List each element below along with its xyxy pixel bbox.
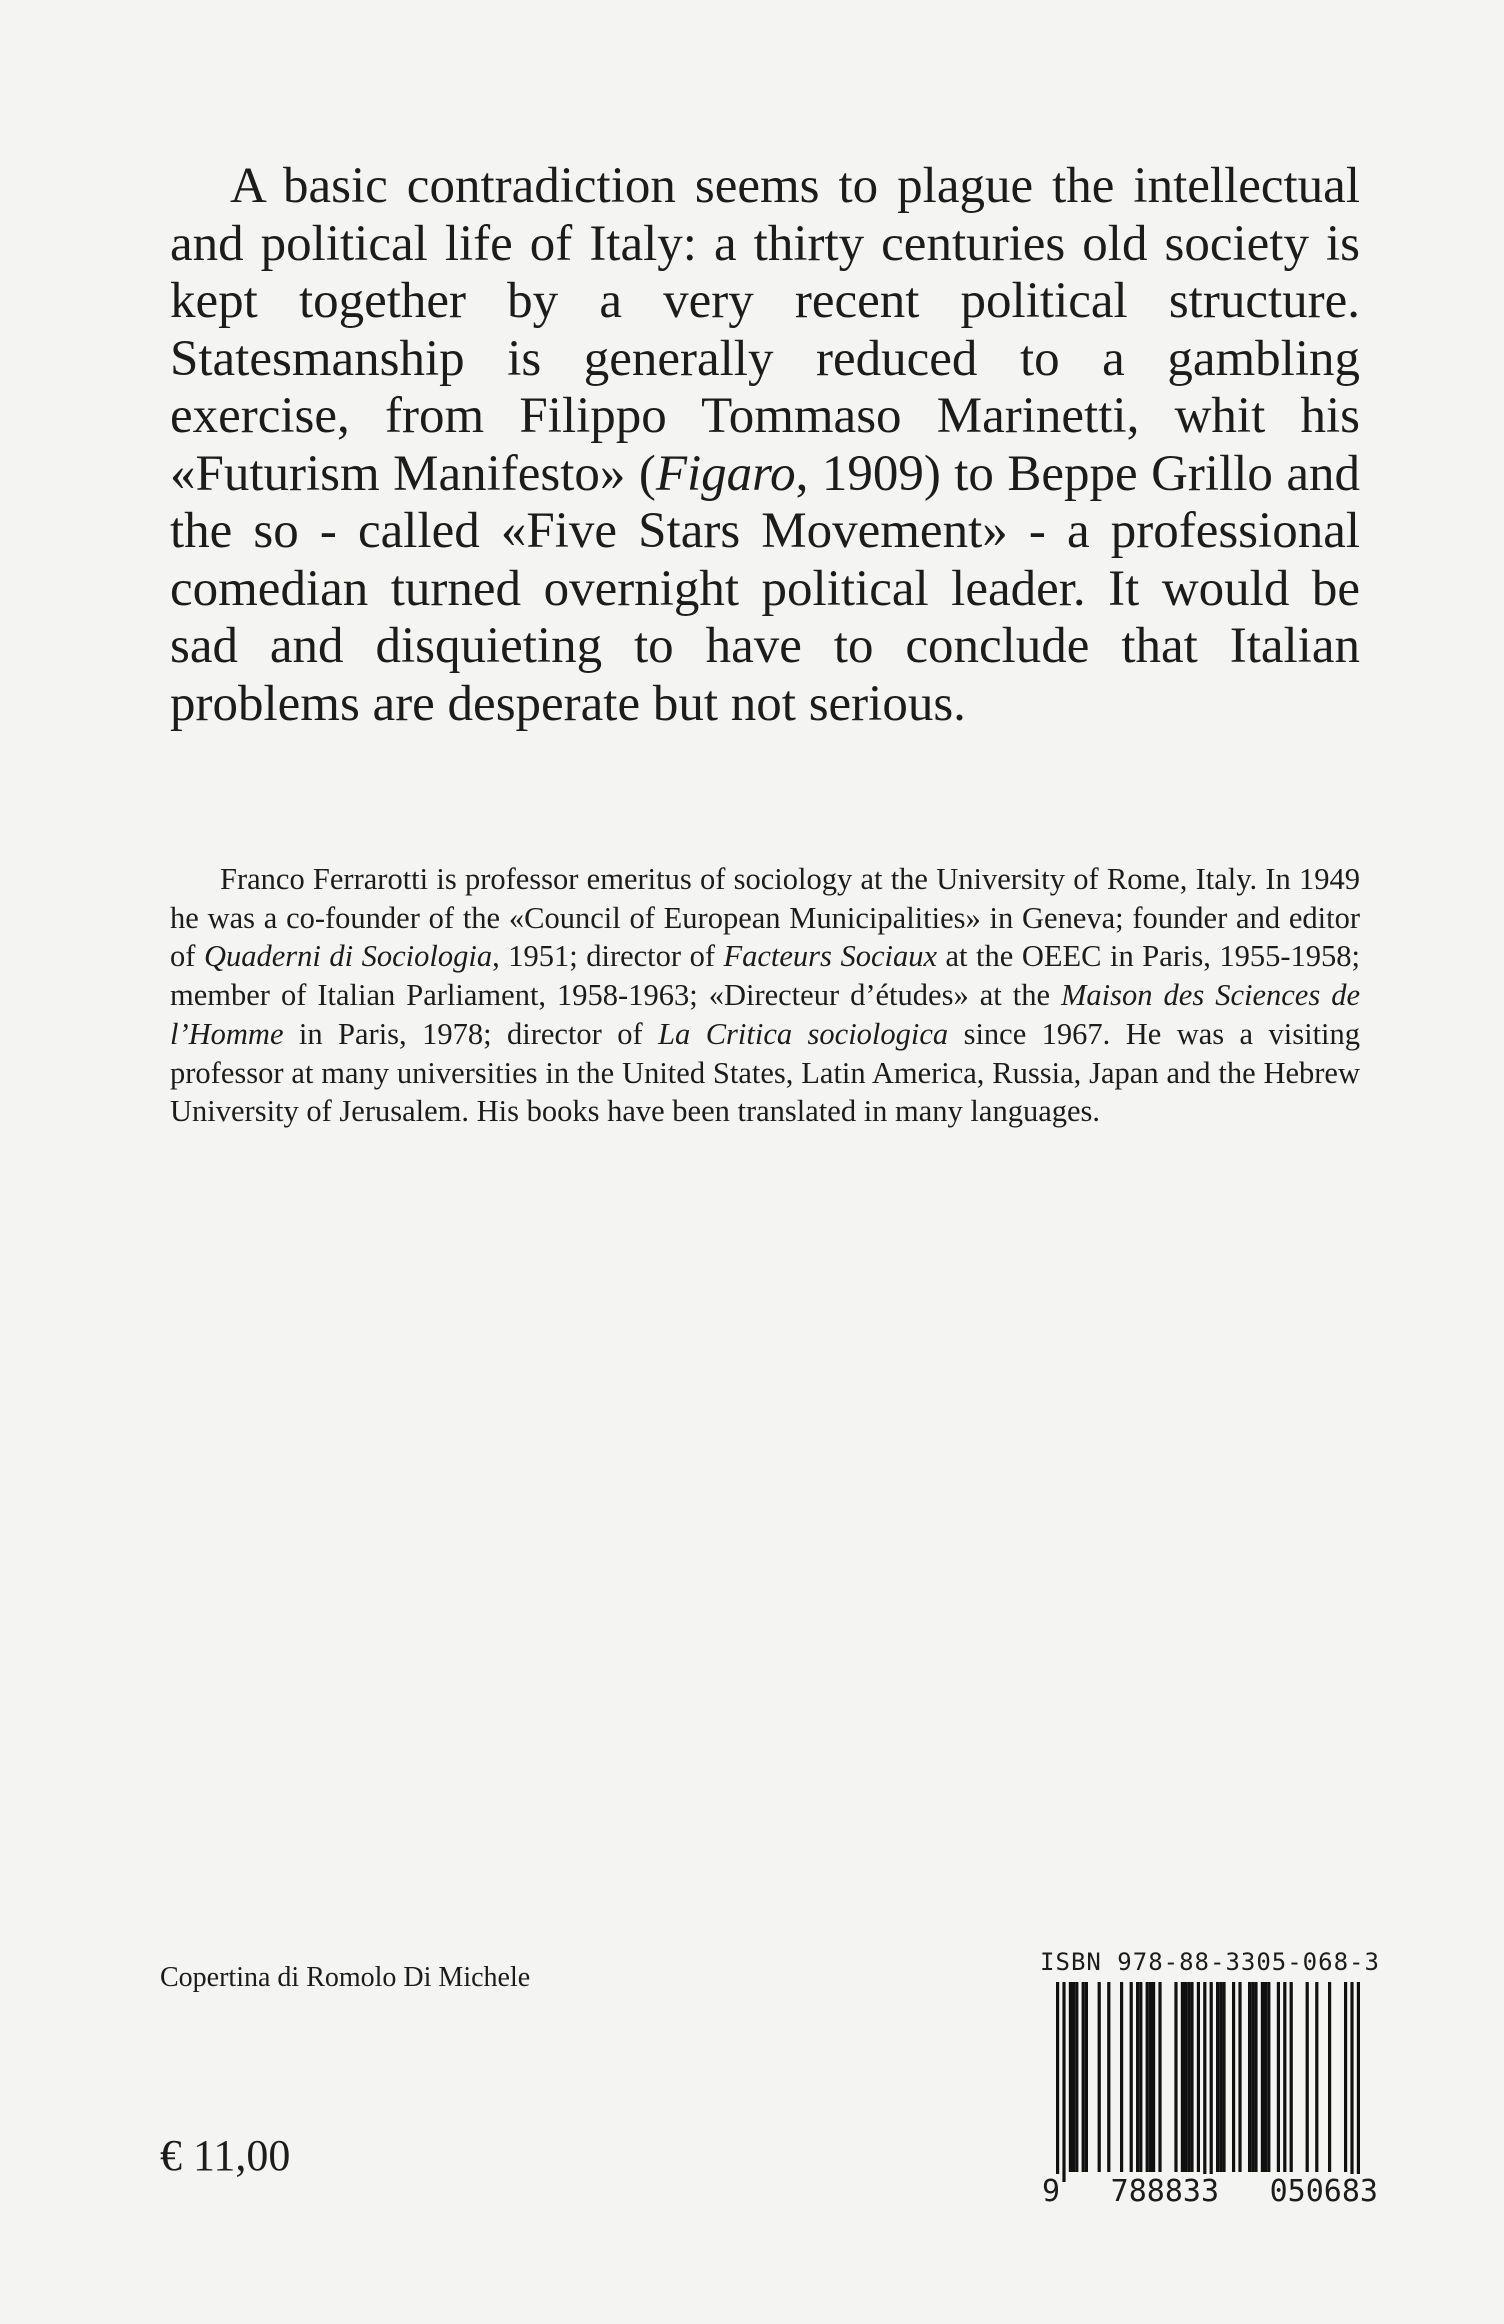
barcode-bar	[1085, 1982, 1088, 2172]
barcode-digits-right: 050683	[1269, 2174, 1378, 2209]
barcode-bar	[1290, 1982, 1293, 2172]
isbn-barcode	[1040, 1948, 1380, 2209]
barcode-bar	[1069, 1982, 1072, 2172]
barcode-bar	[1357, 1982, 1360, 2182]
barcode-bar	[1056, 1982, 1059, 2182]
barcode-bar	[1107, 1982, 1110, 2172]
barcode-bar	[1203, 1982, 1206, 2182]
barcode-bar	[1120, 1982, 1123, 2172]
barcode-bar	[1328, 1982, 1331, 2172]
barcode-bar	[1315, 1982, 1318, 2172]
barcode-bar	[1277, 1982, 1280, 2172]
barcode-bar	[1187, 1982, 1190, 2172]
bio-text-4: in Paris, 1978; director of	[283, 1016, 659, 1051]
barcode-bar	[1232, 1982, 1235, 2172]
barcode-bar	[1219, 1982, 1222, 2172]
blurb-italic-figaro: Figaro	[655, 445, 796, 502]
bio-text-5: since 1967. He was a visiting professor at many universities in the United States, Latin America, Russia, Japan and the Hebrew University of Jerusalem. His books have been translated in many languages.	[170, 1016, 1361, 1129]
barcode-bar	[1267, 1982, 1270, 2172]
barcode-bar	[1098, 1982, 1101, 2172]
bio-italic-2: Facteurs Sociaux	[723, 939, 937, 974]
barcode-bar	[1350, 1982, 1353, 2182]
bio-text-3: at the OEEC in Paris, 1955-1958; member of Italian Parliament, 1958-1963; «Directeur d’études» at the	[170, 939, 1361, 1013]
barcode-digit-lead: 9	[1042, 2174, 1061, 2209]
barcode-bar	[1146, 1982, 1149, 2172]
barcode-bar	[1264, 1982, 1267, 2172]
barcode-bar	[1248, 1982, 1251, 2172]
cover-credit: Copertina di Romolo Di Michele	[160, 1962, 531, 1993]
barcode-digits-left: 788833	[1110, 2174, 1220, 2209]
isbn-text: ISBN 978-88-3305-068-3	[1040, 1948, 1380, 1976]
bio-italic-1: Quaderni di Sociologia	[203, 939, 493, 974]
blurb-text-2: , 1909) to Beppe Grillo and the so - called «Five Stars Movement» - a professional comedian turned overnight political leader. It would be sad and disquieting to have to conclude that Italian problems are desperate but not serious.	[170, 445, 1360, 732]
barcode-bar	[1082, 1982, 1085, 2172]
blurb-paragraph	[170, 158, 1360, 733]
bio-text-1: Franco Ferrarotti is professor emeritus of sociology at the University of Rome, Italy. In 1949 he was a co-founder of the «Council of European Municipalities» in Geneva; founder and editor of	[170, 862, 1360, 974]
barcode-bar	[1306, 1982, 1309, 2172]
barcode-bar	[1283, 1982, 1286, 2172]
barcode-bar	[1139, 1982, 1142, 2172]
price-label: € 11,00	[160, 2131, 291, 2180]
barcode-bar	[1190, 1982, 1193, 2172]
barcode-bar	[1238, 1982, 1241, 2172]
barcode-bar	[1197, 1982, 1200, 2172]
barcode-bar	[1184, 1982, 1187, 2172]
barcode-bar	[1210, 1982, 1213, 2182]
barcode-bar	[1072, 1982, 1075, 2172]
barcode-bar	[1075, 1982, 1078, 2172]
barcode-bar	[1130, 1982, 1133, 2172]
cover-blurb	[170, 158, 1360, 733]
bio-italic-4: La Critica sociologica	[658, 1016, 949, 1051]
barcode-digits	[1040, 2174, 1380, 2209]
barcode-bar	[1344, 1982, 1347, 2172]
bio-paragraph	[170, 860, 1360, 1131]
barcode-bar	[1152, 1982, 1155, 2172]
barcode-bar	[1158, 1982, 1161, 2172]
barcode-bar	[1136, 1982, 1139, 2172]
barcode-bar	[1222, 1982, 1225, 2172]
bio-italic-3: Maison des Sciences de l’Homme	[170, 978, 1360, 1051]
barcode-bar	[1261, 1982, 1264, 2172]
author-bio	[170, 860, 1360, 1131]
barcode-bar	[1254, 1982, 1257, 2172]
blurb-text-1: A basic contradiction seems to plague the intellectual and political life of Italy: a thirty centuries old society is kept together by a very recent political structure. Statesmanship is generally reduced to a gambling exercise, from Filippo Tommaso Marinetti, whit his «Futurism Manifesto» (	[170, 158, 1360, 502]
barcode-bar	[1251, 1982, 1254, 2172]
barcode-bar	[1216, 1982, 1219, 2172]
bio-text-2: , 1951; director of	[492, 939, 724, 974]
barcode-bar	[1062, 1982, 1065, 2182]
barcode-bars	[1040, 1982, 1380, 2182]
barcode-bar	[1174, 1982, 1177, 2172]
barcode-bar	[1149, 1982, 1152, 2172]
barcode-bar	[1181, 1982, 1184, 2172]
